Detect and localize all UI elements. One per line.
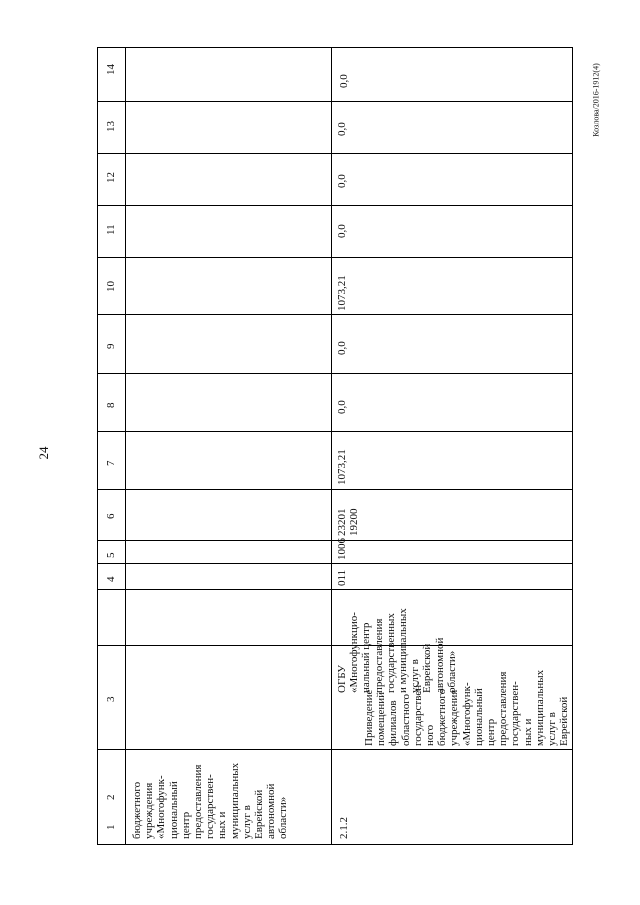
col-num-11: 11 [105, 224, 117, 235]
row-212-col10: 1073,21 [336, 275, 348, 311]
row-212-col11: 0,0 [336, 224, 348, 238]
col-num-9: 9 [105, 343, 117, 349]
col-num-10: 10 [105, 281, 117, 292]
col-num-5: 5 [105, 552, 117, 558]
row-212-col8: 0,0 [336, 400, 348, 414]
col-num-7: 7 [105, 460, 117, 466]
row-212-description: Приведение помещений филиалов областного государствен- ного бюджетного учреждения «Многофунк- циональный центр предоставления государствен- ных и муниципальных услуг в Еврейской [363, 669, 571, 746]
row-212-number: 2.1.2 [338, 817, 350, 839]
budget-table [97, 47, 573, 845]
col-num-8: 8 [105, 402, 117, 408]
row-212-col4: 011 [336, 569, 348, 586]
col-num-14: 14 [105, 64, 117, 75]
col-num-12: 12 [105, 172, 117, 183]
cont-row-col14: 0,0 [338, 74, 350, 88]
col-num-3: 3 [105, 696, 117, 702]
page-number: 24 [36, 446, 51, 460]
row-212-col6: 23201 19200 [336, 508, 361, 536]
col-num-2: 2 [105, 794, 117, 800]
col-num-6: 6 [105, 513, 117, 519]
row-212-col5: 1006 [336, 538, 348, 560]
row-sep-1 [331, 48, 332, 844]
col-num-4: 4 [105, 576, 117, 582]
footer-code: Козлова/2016-1912(4) [591, 63, 601, 137]
col-num-13: 13 [105, 121, 117, 132]
row-212-col9: 0,0 [336, 341, 348, 355]
cont-row-col2: бюджетного учреждения «Многофунк- циональный центр предоставления государствен- ных и муниципальных услуг в Еврейской автономной области» [131, 762, 290, 839]
row-sep-header [125, 48, 126, 844]
row-212-col13: 0,0 [336, 122, 348, 136]
col-num-1: 1 [105, 824, 117, 830]
row-212-col12: 0,0 [336, 174, 348, 188]
row-212-col7: 1073,21 [336, 449, 348, 485]
row-212-executor: ОГБУ «Многофункцио- нальный центр предоставления государственных и муниципальных услуг в Еврейской автономной области» [336, 608, 458, 693]
